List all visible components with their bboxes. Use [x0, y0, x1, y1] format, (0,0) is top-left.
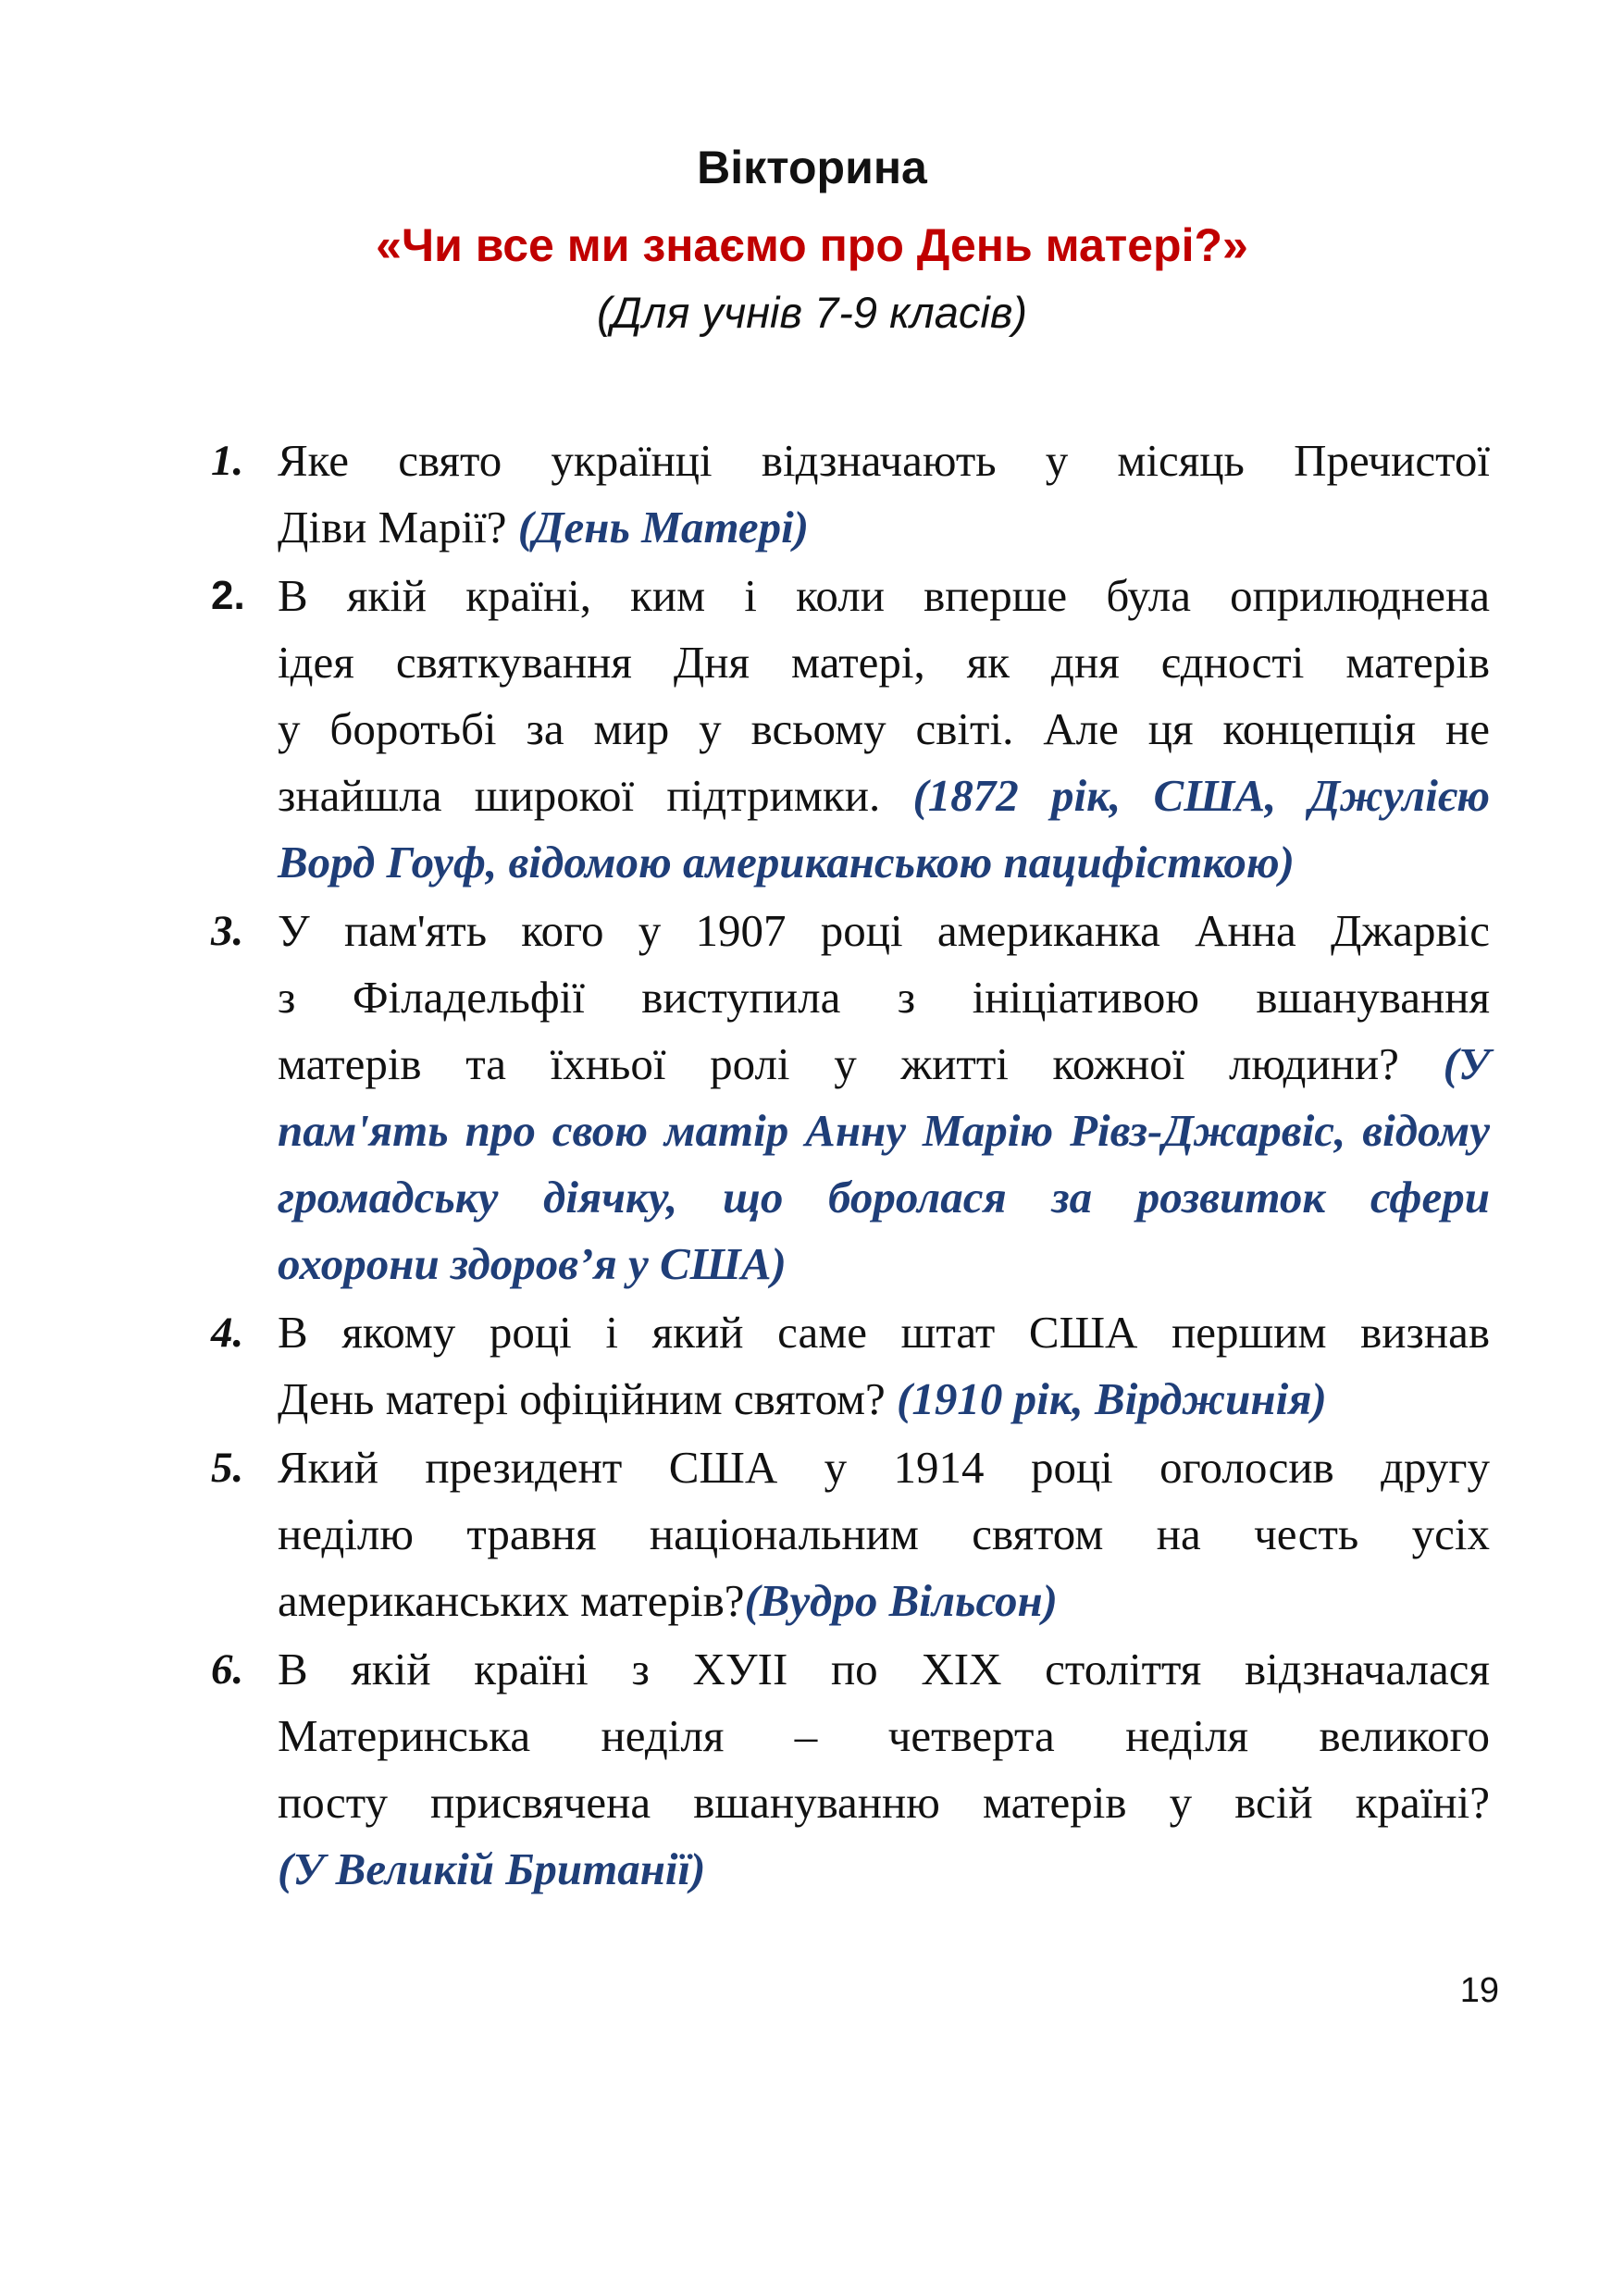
quiz-title: Вікторина — [697, 142, 927, 193]
question-line — [278, 568, 1490, 624]
question-text: День матері офіційним святом? — [278, 1373, 898, 1424]
question-text: В якій країні з ХУІІ по ХІХ століття відзначалася — [278, 1644, 1490, 1694]
question-text: американських матерів? — [278, 1575, 745, 1626]
question-text: знайшла широкої підтримки. — [278, 770, 913, 821]
question-text: з Філадельфії виступила з ініціативою вшанування — [278, 972, 1490, 1023]
question-line — [278, 1170, 1490, 1225]
answer-text: (Вудро Вільсон) — [744, 1575, 1059, 1626]
question-text: В якому році і який саме штат США першим визнав — [278, 1307, 1490, 1358]
question-line — [278, 768, 1490, 824]
question-number: 6. — [211, 1645, 244, 1694]
question-number: 3. — [211, 907, 244, 955]
question-line — [278, 433, 1490, 489]
question-line — [278, 1236, 1490, 1292]
question-number: 1. — [211, 437, 244, 485]
question-line — [278, 970, 1490, 1025]
answer-text: пам'ять про свою матір Анну Марію Рівз-Джарвіс, відому — [278, 1105, 1490, 1156]
question-text: Діви Марії? — [278, 502, 518, 552]
question-line — [278, 903, 1490, 959]
question-text: Яке свято українці відзначають у місяць Пречистої — [278, 435, 1490, 486]
question-line — [278, 1305, 1490, 1360]
question-text: У пам'ять кого у 1907 році американка Анна Джарвіс — [278, 905, 1490, 956]
question-line — [278, 1507, 1490, 1562]
question-text: посту присвячена вшануванню матерів у всій країні? — [278, 1777, 1490, 1828]
page-number: 19 — [1459, 1971, 1499, 2010]
question-text: матерів та їхньої ролі у житті кожної людини? — [278, 1038, 1444, 1089]
answer-text: (День Матері) — [517, 502, 810, 552]
answer-text: громадську діячку, що боролася за розвиток сфери — [278, 1172, 1490, 1222]
answer-text: (1872 рік, США, Джулією — [912, 770, 1491, 821]
question-text: В якій країні, ким і коли вперше була оприлюднена — [278, 570, 1490, 621]
question-text: Материнська неділя – четверта неділя великого — [278, 1710, 1490, 1761]
question-line — [278, 1775, 1490, 1831]
answer-text: (У — [1443, 1038, 1490, 1089]
answer-text: (1910 рік, Вірджинія) — [897, 1373, 1327, 1424]
question-text: неділю травня національним святом на честь усіх — [278, 1508, 1490, 1559]
question-line — [278, 835, 1490, 890]
question-line — [278, 1842, 1490, 1897]
question-line — [278, 1708, 1490, 1764]
question-number: 4. — [211, 1309, 244, 1357]
question-line — [278, 1573, 1490, 1629]
question-number: 5. — [211, 1444, 244, 1492]
quiz-audience: (Для учнів 7-9 класів) — [596, 288, 1028, 337]
question-number: 2. — [211, 573, 245, 618]
answer-text: Ворд Гоуф, відомою американською пацифісткою) — [278, 837, 1295, 887]
question-line — [278, 1036, 1490, 1092]
answer-text: охорони здоров’я у США) — [278, 1238, 787, 1289]
question-line — [278, 500, 1490, 555]
question-line — [278, 1440, 1490, 1496]
answer-text: (У Великій Британії) — [278, 1843, 706, 1894]
question-line — [278, 1103, 1490, 1159]
question-line — [278, 1642, 1490, 1697]
question-line — [278, 701, 1490, 757]
question-text: Який президент США у 1914 році оголосив другу — [278, 1442, 1490, 1493]
question-line — [278, 635, 1490, 690]
question-text: ідея святкування Дня матері, як дня єдності матерів — [278, 637, 1490, 688]
question-text: у боротьбі за мир у всьому світі. Але ця концепція не — [278, 703, 1490, 754]
quiz-subtitle: «Чи все ми знаємо про День матері?» — [376, 219, 1248, 271]
question-line — [278, 1371, 1490, 1427]
